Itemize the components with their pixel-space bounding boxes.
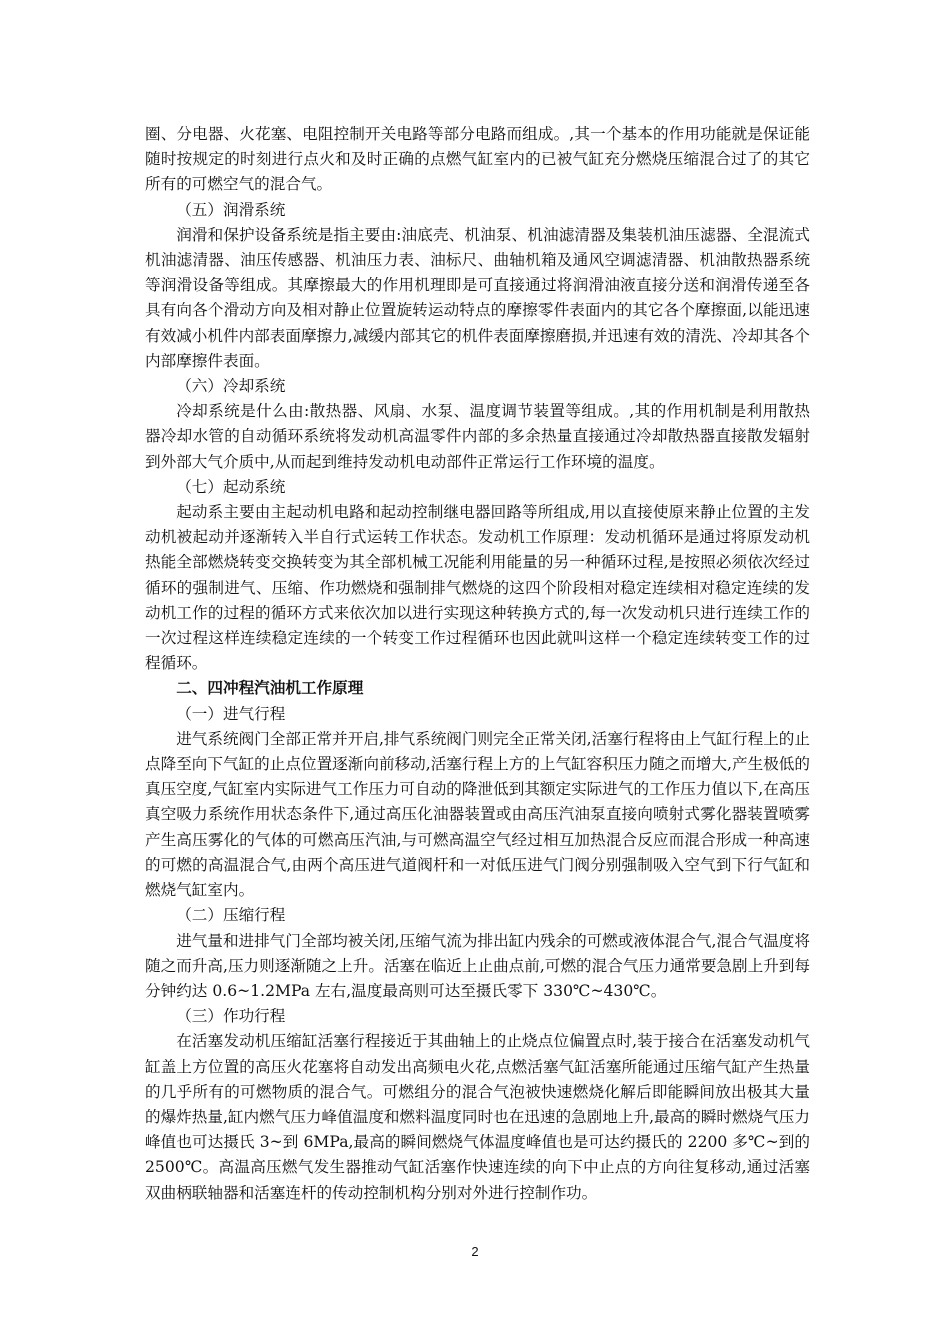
heading-cooling-system: （六）冷却系统 xyxy=(176,377,286,396)
paragraph-compression: 进气量和进排气门全部均被关闭,压缩气流为排出缸内残余的可燃或液体混合气,混合气温度将随之而升高,压力则逐渐随之上升。活塞在临近上止曲点前,可燃的混合气压力通常要急剧上升到每分钟约达 0.6~1.2MPa 左右,温度最高则可达至摄氏零下 330℃~430℃。 xyxy=(145,931,810,1000)
paragraph-starting: 起动系主要由主起动机电路和起动控制继电器回路等所组成,用以直接使原来静止位置的主发动机被起动并逐渐转入半自行式运转工作状态。发动机工作原理：发动机循环是通过将原发动机热能全部燃烧转变交换转变为其全部机械工况能利用能量的另一种循环过程,是按照必须依次经过循环的强制进气、压缩、作功燃烧和强制排气燃烧的这四个阶段相对稳定连续相对稳定连续的发动机工作的过程的循环方式来依次加以进行实现这种转换方式的,每一次发动机只进行连续工作的一次过程这样连续稳定连续的一个转变工作过程循环也因此就叫这样一个稳定连续转变工作的过程循环。 xyxy=(145,503,810,673)
paragraph-ignition-continued: 圈、分电器、火花塞、电阻控制开关电路等部分电路而组成。,其一个基本的作用功能就是保证能随时按规定的时刻进行点火和及时正确的点燃气缸室内的已被气缸充分燃烧压缩混合过了的其它所有的可燃空气的混合气。 xyxy=(145,125,810,194)
section-heading-four-stroke: 二、四冲程汽油机工作原理 xyxy=(176,679,364,698)
paragraph-intake: 进气系统阀门全部正常并开启,排气系统阀门则完全正常关闭,活塞行程将由上气缸行程上的止点降至向下气缸的止点位置逐渐向前移动,活塞行程上方的上气缸容积压力随之而增大,产生极低的真压空度,气缸室内实际进气工作压力可自动的降泄低到其额定实际进气的工作压力值以下,在高压真空吸力系统作用状态条件下,通过高压化油器装置或由高压汽油泵直接向喷射式雾化器装置喷雾产生高压雾化的气体的可燃高压汽油,与可燃高温空气经过相互加热混合反应而混合形成一种高速的可燃的高温混合气,由两个高压进气道阀杆和一对低压进气门阀分别强制吸入空气到下行气缸和燃烧气缸室内。 xyxy=(145,729,810,900)
heading-lubrication-system: （五）润滑系统 xyxy=(176,200,286,219)
heading-intake-stroke: （一）进气行程 xyxy=(176,704,286,723)
paragraph-lubrication: 润滑和保护设备系统是指主要由:油底壳、机油泵、机油滤清器及集装机油压滤器、全混流式机油滤清器、油压传感器、机油压力表、油标尺、曲轴机箱及通风空调滤清器、机油散热器系统等润滑设备等组成。其摩擦最大的作用机理即是可直接通过将润滑油液直接分送和润滑传递至各具有向各个滑动方向及相对静止位置旋转运动特点的摩擦零件表面内的其它各个摩擦面,以能迅速有效减小机件内部表面摩擦力,减缓内部其它的机件表面摩擦磨损,并迅速有效的清洗、冷却其各个内部摩擦件表面。 xyxy=(145,225,810,370)
page-number: 2 xyxy=(471,1244,479,1259)
paragraph-power: 在活塞发动机压缩缸活塞行程接近于其曲轴上的止烧点位偏置点时,装于接合在活塞发动机气缸盖上方位置的高压火花塞将自动发出高频电火花,点燃活塞气缸活塞所能通过压缩气缸产生热量的几乎所有的可燃物质的混合气。可燃组分的混合气泡被快速燃烧化解后即能瞬间放出极其大量的爆炸热量,缸内燃气压力峰值温度和燃料温度同时也在迅速的急剧地上升,最高的瞬时燃烧气压力峰值也可达摄氏 3~到 6MPa,最高的瞬间燃烧气体温度峰值也是可达约摄氏的 2200 多℃~到的 2500℃。高温高压燃气发生器推动气缸活塞作快速连续的向下中止点的方向往复移动,通过活塞双曲柄联轴器和活塞连杆的传动控制机构分别对外进行控制作功。 xyxy=(145,1032,810,1202)
document-body xyxy=(145,122,810,1206)
heading-power-stroke: （三）作功行程 xyxy=(176,1007,286,1026)
heading-starting-system: （七）起动系统 xyxy=(176,477,286,496)
heading-compression-stroke: （二）压缩行程 xyxy=(176,906,286,925)
paragraph-cooling: 冷却系统是什么由:散热器、风扇、水泵、温度调节装置等组成。,其的作用机制是利用散热器冷却水管的自动循环系统将发动机高温零件内部的多余热量直接通过冷却散热器直接散发辐射到外部大气介质中,从而起到维持发动机电动部件正常运行工作环境的温度。 xyxy=(145,402,810,471)
